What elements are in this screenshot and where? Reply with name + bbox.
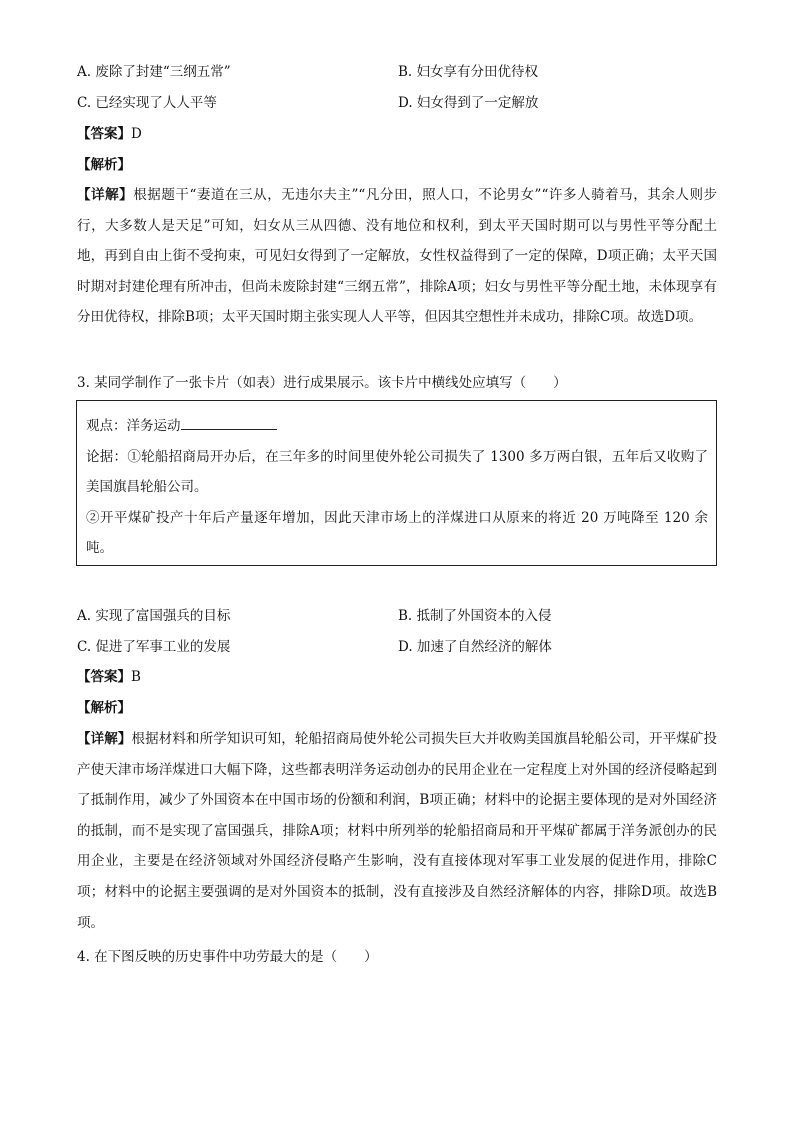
q3-analysis-label: 【解析】 [77, 700, 131, 716]
q3-fill-blank [181, 415, 277, 430]
q2-option-a[interactable]: A. 废除了封建“三纲五常” [77, 64, 231, 80]
q2-option-c[interactable]: C. 已经实现了人人平等 [77, 95, 217, 111]
q3-viewpoint-text: 观点：洋务运动 [86, 418, 181, 434]
q2-answer-label: 【答案】 [77, 126, 131, 142]
q3-option-b[interactable]: B. 抵制了外国资本的入侵 [398, 608, 552, 624]
q3-card-argument-1: 论据：①轮船招商局开办后，在三年多的时间里使外轮公司损失了 1300 多万两白银，五年后又收购了美国旗昌轮船公司。 [86, 448, 708, 496]
q2-option-d[interactable]: D. 妇女得到了一定解放 [398, 95, 539, 111]
q3-card-argument-2: ②开平煤矿投产十年后产量逐年增加，因此天津市场上的洋煤进口从原来的将近 20 万吨降至 120 余吨。 [86, 509, 708, 557]
q2-analysis-label: 【解析】 [77, 157, 131, 173]
q3-detail-paragraph [77, 724, 717, 938]
q3-detail-label: 【详解】 [77, 731, 132, 747]
q3-option-c[interactable]: C. 促进了军事工业的发展 [77, 639, 231, 655]
q3-option-d[interactable]: D. 加速了自然经济的解体 [398, 639, 552, 655]
q2-detail-paragraph [77, 180, 717, 333]
q3-answer-value: B [131, 669, 141, 685]
q3-answer-label: 【答案】 [77, 669, 131, 685]
q3-answer-line [77, 668, 717, 686]
q3-card-content [86, 411, 708, 564]
q4-stem: 4. 在下图反映的历史事件中功劳最大的是（ ） [77, 949, 378, 965]
q3-option-a[interactable]: A. 实现了富国强兵的目标 [77, 608, 231, 624]
q2-answer-line [77, 125, 717, 143]
q2-answer-value: D [131, 126, 142, 142]
q3-card-viewpoint [86, 411, 708, 442]
q2-option-b[interactable]: B. 妇女享有分田优待权 [398, 64, 539, 80]
q2-detail-label: 【详解】 [77, 187, 134, 203]
q3-stem: 3. 某同学制作了一张卡片（如表）进行成果展示。该卡片中横线处应填写（ ） [77, 375, 567, 391]
q3-detail-text: 根据材料和所学知识可知，轮船招商局使外轮公司损失巨大并收购美国旗昌轮船公司，开平煤矿投产使天津市场洋煤进口大幅下降，这些都表明洋务运动创办的民用企业在一定程度上对外国的经济侵略起到了抵制作用，减少了外国资本在中国市场的份额和利润，B项正确；材料中的论据主要体现的是对外国经济的抵制，而不是实现了富国强兵，排除A项；材料中所列举的轮船招商局和开平煤矿都属于洋务派创办的民用企业，主要是在经济领域对外国经济侵略产生影响，没有直接体现对军事工业发展的促进作用，排除C项；材料中的论据主要强调的是对外国资本的抵制，没有直接涉及自然经济解体的内容，排除D项。故选B项。 [77, 731, 718, 931]
q2-detail-text: 根据题干“妻道在三从，无违尔夫主”“凡分田，照人口，不论男女”“许多人骑着马，其余人则步行，大多数人是天足”可知，妇女从三从四德、没有地位和权利，到太平天国时期可以与男性平等分配土地，再到自由上街不受拘束，可见妇女得到了一定解放，女性权益得到了一定的保障，D项正确；太平天国时期对封建伦理有所冲击，但尚未废除封建“三纲五常”，排除A项；妇女与男性平等分配土地，未体现享有分田优待权，排除B项；太平天国时期主张实现人人平等，但因其空想性并未成功，排除C项。故选D项。 [77, 187, 718, 326]
q3-card [76, 400, 717, 566]
